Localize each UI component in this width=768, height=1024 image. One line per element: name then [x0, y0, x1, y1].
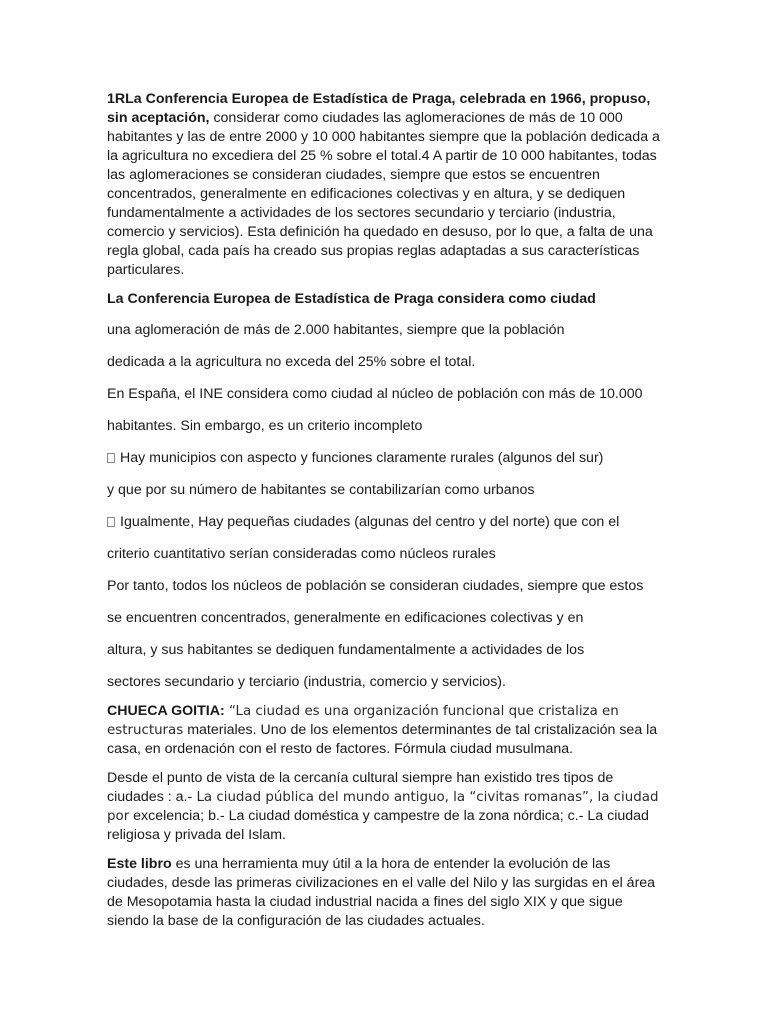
bullet-item	[107, 513, 667, 532]
bullet-item	[107, 449, 667, 468]
chueca-bold-text: CHUECA GOITIA:	[107, 703, 225, 719]
section-heading: La Conferencia Europea de Estadística de Praga considera como ciudad	[107, 291, 596, 307]
text-line: una aglomeración de más de 2.000 habitantes, siempre que la población	[107, 322, 565, 338]
text-line: criterio cuantitativo serían consideradas como núcleos rurales	[107, 546, 496, 562]
libro-text: es una herramienta muy útil a la hora de entender la evolución de las ciudades, desde las primeras civilizaciones en el valle del Nilo y las surgidas en el área de Mesopotamia hasta la ciudad industrial nacida a fines del siglo XIX y que sigue siendo la base de la configuración de las ciudades actuales.	[107, 856, 656, 929]
chueca-text: materiales. Uno de los elementos determinantes de tal cristalización sea la casa, en ordenación con el resto de factores. Fórmula ciudad musulmana.	[107, 722, 658, 757]
tipos-text-b: excelencia; b.- La ciudad doméstica y campestre de la zona nórdica; c.- La ciudad religiosa y privada del Islam.	[107, 808, 649, 843]
paragraph-chueca	[107, 702, 667, 759]
intro-text: considerar como ciudades las aglomeraciones de más de 10 000 habitantes y las de entre 2000 y 10 000 habitantes siempre que la población dedicada a la agricultura no excediera del 25 % sobre el total.4 A partir de 10 000 habitantes, todas las aglomeraciones se consideran ciudades, siempre que estos se encuentren concentrados, generalmente en edificaciones colectivas y en altura, y se dediquen fundamentalmente a actividades de los sectores secundario y terciario (industria, comercio y servicios). Esta definición ha quedado en desuso, por lo que, a falta de una regla global, cada país ha creado sus propias reglas adaptadas a sus características particulares.	[107, 110, 660, 278]
text-line: dedicada a la agricultura no exceda del 25% sobre el total.	[107, 354, 476, 370]
text-line: y que por su número de habitantes se contabilizarían como urbanos	[107, 482, 535, 498]
paragraph-libro	[107, 855, 667, 931]
paragraph-tipos-ciudades	[107, 769, 667, 845]
text-line: Por tanto, todos los núcleos de población se consideran ciudades, siempre que estos	[107, 578, 644, 594]
bullet-box-icon	[107, 517, 115, 527]
tipos-text-alt: La ciudad pública del mundo antiguo, la “civitas romanas”, la ciudad por	[107, 790, 659, 824]
intro-bold-text: 1RLa Conferencia Europea de Estadística de Praga, celebrada en 1966, propuso, sin aceptación,	[107, 91, 651, 126]
text-line: En España, el INE considera como ciudad al núcleo de población con más de 10.000	[107, 386, 643, 402]
chueca-quote-text: “La ciudad es una organización funcional que cristaliza en estructuras	[107, 704, 619, 738]
bullet-text: Igualmente, Hay pequeñas ciudades (algunas del centro y del norte) que con el	[120, 514, 620, 530]
bullet-box-icon	[107, 453, 115, 463]
text-line: sectores secundario y terciario (industria, comercio y servicios).	[107, 674, 506, 690]
text-line: habitantes. Sin embargo, es un criterio incompleto	[107, 418, 423, 434]
bullet-text: Hay municipios con aspecto y funciones claramente rurales (algunos del sur)	[120, 450, 604, 466]
paragraph-intro	[107, 90, 667, 280]
tipos-text-a: Desde el punto de vista de la cercanía cultural siempre han existido tres tipos de ciudades : a.-	[107, 770, 614, 805]
text-line: se encuentren concentrados, generalmente en edificaciones colectivas y en	[107, 610, 584, 626]
document-body	[107, 90, 667, 941]
text-line: altura, y sus habitantes se dediquen fundamentalmente a actividades de los	[107, 642, 585, 658]
libro-bold-text: Este libro	[107, 856, 172, 872]
